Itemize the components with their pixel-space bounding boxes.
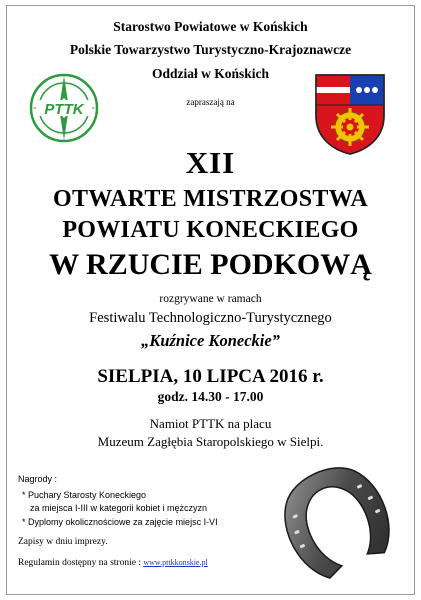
title-line-3: W RZUCIE PODKOWĄ: [49, 248, 372, 281]
event-place-date: SIELPIA, 10 LIPCA 2016 r.: [97, 366, 324, 387]
title-line-2: POWIATU KONECKIEGO: [62, 217, 359, 243]
rules-line: [18, 558, 208, 568]
edition-number: XII: [185, 145, 236, 180]
prize-item-1: * Puchary Starosty Koneckiego: [22, 490, 147, 500]
title-line-1: OTWARTE MISTRZOSTWA: [53, 186, 368, 212]
horseshoe-image: [276, 458, 396, 583]
pttk-logo: [28, 72, 100, 144]
event-hours: godz. 14.30 - 17.00: [157, 389, 264, 404]
prize-item-2: * Dyplomy okolicznościowe za zajęcie miejsc I-VI: [22, 517, 218, 527]
organizer-line-1: Starostwo Powiatowe w Końskich: [113, 19, 308, 34]
festival-quote: „Kuźnice Koneckie”: [141, 331, 280, 350]
prizes-heading: Nagrody :: [18, 474, 58, 484]
venue-line-2: Muzeum Zagłębia Staropolskiego w Sielpi.: [97, 434, 324, 449]
rules-link[interactable]: www.pttkkonskie.pl: [143, 558, 208, 567]
organizer-line-3: Oddział w Końskich: [151, 66, 270, 81]
venue-line-1: Namiot PTTK na placu: [149, 416, 272, 431]
coat-of-arms-logo: [313, 72, 387, 156]
rules-label: Regulamin dostępny na stronie :: [18, 558, 141, 568]
festival-intro: rozgrywane w ramach: [159, 293, 262, 305]
registration-note: Zapisy w dniu imprezy.: [18, 537, 108, 547]
organizer-line-2: Polskie Towarzystwo Turystyczno-Krajoznawcze: [69, 42, 352, 57]
pttk-logo-text: PTTK: [44, 101, 84, 118]
invites-text: zapraszają na: [186, 97, 235, 107]
prize-item-1-detail: za miejsca I-III w kategorii kobiet i mężczyzn: [30, 503, 208, 513]
festival-name: Festiwalu Technologiczno-Turystycznego: [89, 310, 332, 326]
